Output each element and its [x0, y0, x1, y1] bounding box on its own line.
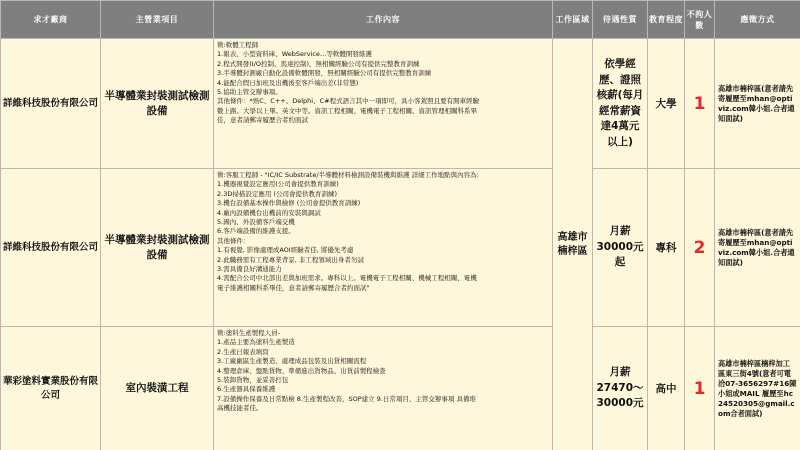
company-name: 詳維科技股份有限公司: [1, 169, 101, 327]
header-business: 主營業項目: [101, 1, 214, 39]
content-line: 5.協助主管交辦事項。: [217, 88, 282, 97]
apply-method: 高雄市楠梓區(意者請先寄履歷至mhan@optiviz.com韓小姐.合者通知面試): [715, 39, 800, 169]
content-line: 2.此職務需有工程專業背景, 非工程領域出身者勿試: [217, 255, 364, 264]
education-level: 專科: [648, 169, 685, 327]
job-content: [214, 327, 553, 450]
header-apply: 應徵方式: [715, 1, 800, 39]
company-name: 華彩塗料實業股份有限公司: [1, 327, 101, 450]
content-line: 7.設備操作保養及日常點檢 8.生產製程改善、SOP建立 9.日常項目、主管交辦事項 具備堆: [217, 394, 476, 403]
content-line: 4.需配合公司中北部出差與加班需求。專科以上。電機電子工程相關、機械工程相關、電機: [217, 274, 477, 283]
table-header-row: [1, 1, 800, 39]
header-count: 不拘人數: [685, 1, 715, 39]
content-line: 5.裝卸貨物，並妥善打包: [217, 376, 289, 385]
content-line: 3.機台設備基本操作與檢修 (公司會提供教育訓練): [217, 199, 361, 208]
content-line: 數上路。大學以上畢。英文中等。資訊工程相關、電機電子工程相關、資訊管理相關科系畢: [217, 106, 477, 115]
business-item: 半導體業封裝測試檢測設備: [101, 39, 214, 169]
table-row: [1, 169, 800, 327]
content-line: 其他條件：: [217, 236, 250, 245]
pay-info: 月薪30000元起: [593, 169, 648, 327]
content-line: 1.有視覺, 影像處理或AOI經驗者佳, 將優先考慮: [217, 246, 354, 255]
business-item: 室內裝潢工程: [101, 327, 214, 450]
apply-method: 高雄市楠梓區楠梓加工區東三街4號(意者可電洽07-3656297#16陳小姐或MAIL 履歷至hc24520305@gmail.com合者面試): [715, 327, 800, 450]
content-line: 4.整理倉庫、盤點貨物、準備進出貨物品、出貨前製程檢查: [217, 366, 386, 375]
work-area: 高雄市楠梓區: [553, 39, 593, 450]
company-name: 詳維科技股份有限公司: [1, 39, 101, 169]
content-line: 1.報表、小型資料庫、WebService…等軟體開發維護: [217, 50, 372, 59]
header-edu: 教育程度: [648, 1, 685, 39]
content-line: 3.工廠廠區生產製造、處理成品包裝及出貨相關流程: [217, 357, 367, 366]
content-line: 電子維護相關科系畢佳，意者請郵寄履歷合者約面試": [217, 283, 370, 292]
content-line: 1.機器視覺設定應用(公司會提供教育訓練): [217, 180, 339, 189]
header-area: 工作區域: [553, 1, 593, 39]
table-row: [1, 39, 800, 169]
content-line: 其他條件：*熟C、C++、Delphi、C#程式語言其中一項即可，具小客駕照且要有開車經驗: [217, 97, 480, 106]
header-company: 求才廠商: [1, 1, 101, 39]
content-line: 1.產品主要為塗料生產製造: [217, 338, 295, 347]
content-line: 3.需具備良好溝通能力: [217, 265, 282, 274]
content-line: 佳，意者請郵寄履歷合者約面試: [217, 116, 308, 125]
content-line: 6.客戶端設備的維護支援。: [217, 227, 295, 236]
content-line: 2.程式開發(I/O控制、馬達控制)，無相關經驗公司有提供完整教育訓練: [217, 59, 420, 68]
education-level: 高中: [648, 327, 685, 450]
content-line: 徵:客服工程師 - "IC/IC Substrate/半導體材料檢測設備裝機與維護 詳細工作地點與內容為:: [217, 171, 479, 179]
header-pay: 待遇性質: [593, 1, 648, 39]
education-level: 大學: [648, 39, 685, 169]
content-line: 2.生產日報表填寫: [217, 347, 269, 356]
job-content: [214, 39, 553, 169]
content-line: 2.3D掃描設定應用 (公司會提供教育訓練): [217, 189, 337, 198]
headcount: 2: [685, 169, 715, 327]
job-content: [214, 169, 553, 327]
content-line: 5.國內、外設備客戶端交機: [217, 218, 295, 227]
headcount: 1: [685, 327, 715, 450]
content-line: 徵:塗料生產製程人員-: [217, 329, 281, 337]
content-line: 高機技能者佳。: [217, 404, 263, 413]
apply-method: 高雄市楠梓區(意者請先寄履歷至mhan@optiviz.com韓小姐.合者通知面試): [715, 169, 800, 327]
header-content: 工作內容: [214, 1, 553, 39]
content-line: 3.半導體封測廠自動化設備軟體開發，無相關經驗公司有提供完整教育訓練: [217, 69, 432, 78]
content-line: 4.能配合假日加班及出機後至客戶端出差(非常態): [217, 78, 359, 87]
headcount: 1: [685, 39, 715, 169]
pay-info: 月薪27470～30000元: [593, 327, 648, 450]
content-line: 徵:軟體工程師: [217, 41, 259, 49]
table-row: [1, 327, 800, 450]
business-item: 半導體業封裝測試檢測設備: [101, 169, 214, 327]
pay-info: 依學經歷、證照核薪(每月經常薪資達4萬元以上): [593, 39, 648, 169]
content-line: 6.生產器具保養維護: [217, 385, 276, 394]
content-line: 4.廠內設備機台出機前的安裝與調試: [217, 208, 321, 217]
